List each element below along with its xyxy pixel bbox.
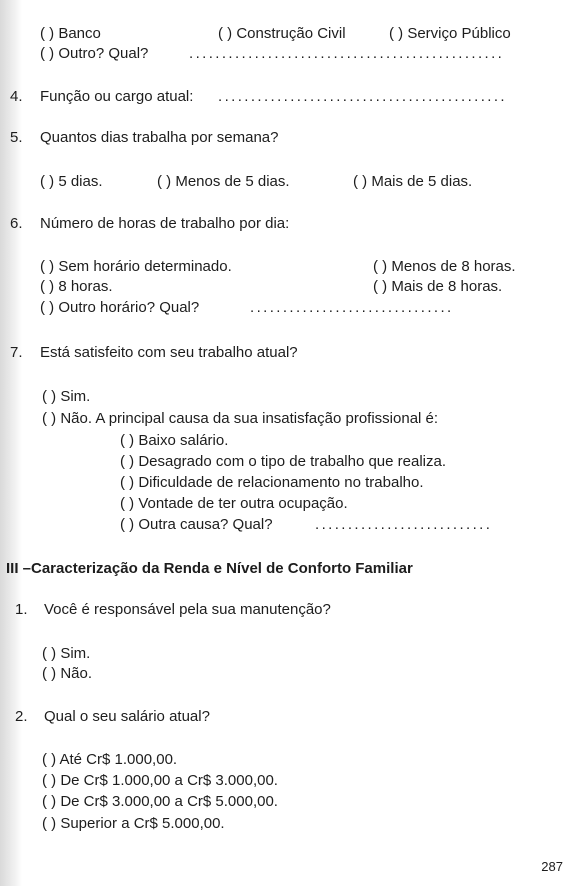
option-mais-5-dias[interactable]: ( ) Mais de 5 dias.: [353, 173, 473, 190]
option-outro-horario[interactable]: ( ) Outro horário? Qual?: [40, 299, 200, 316]
question-text: Função ou cargo atual:: [40, 88, 194, 105]
option-3000-5000[interactable]: ( ) De Cr$ 3.000,00 a Cr$ 5.000,00.: [42, 793, 278, 810]
dotted-line: ...........................: [315, 516, 493, 533]
question-number: 5.: [10, 129, 23, 146]
option-superior-5000[interactable]: ( ) Superior a Cr$ 5.000,00.: [42, 815, 225, 832]
option-outra-causa[interactable]: ( ) Outra causa? Qual?: [120, 516, 273, 533]
question-text: Número de horas de trabalho por dia:: [40, 215, 290, 232]
page-number: 287: [541, 859, 563, 874]
question-number: 6.: [10, 215, 23, 232]
option-ate-1000[interactable]: ( ) Até Cr$ 1.000,00.: [42, 751, 178, 768]
option-desagrado[interactable]: ( ) Desagrado com o tipo de trabalho que realiza.: [120, 453, 447, 470]
option-nao[interactable]: ( ) Não.: [42, 665, 93, 682]
option-5-dias[interactable]: ( ) 5 dias.: [40, 173, 103, 190]
option-menos-5-dias[interactable]: ( ) Menos de 5 dias.: [157, 173, 290, 190]
question-number: 2.: [15, 708, 28, 725]
option-dificuldade[interactable]: ( ) Dificuldade de relacionamento no trabalho.: [120, 474, 424, 491]
dotted-line: ...............................: [250, 299, 454, 316]
option-banco[interactable]: ( ) Banco: [40, 25, 101, 42]
option-1000-3000[interactable]: ( ) De Cr$ 1.000,00 a Cr$ 3.000,00.: [42, 772, 278, 789]
option-vontade[interactable]: ( ) Vontade de ter outra ocupação.: [120, 495, 348, 512]
option-sem-horario[interactable]: ( ) Sem horário determinado.: [40, 258, 232, 275]
option-construcao-civil[interactable]: ( ) Construção Civil: [218, 25, 346, 42]
question-number: 4.: [10, 88, 23, 105]
question-text: Quantos dias trabalha por semana?: [40, 129, 279, 146]
option-8-horas[interactable]: ( ) 8 horas.: [40, 278, 113, 295]
dotted-line: ............................................: [218, 88, 507, 105]
question-text: Qual o seu salário atual?: [44, 708, 210, 725]
option-sim[interactable]: ( ) Sim.: [42, 388, 91, 405]
option-mais-8-horas[interactable]: ( ) Mais de 8 horas.: [373, 278, 503, 295]
option-menos-8-horas[interactable]: ( ) Menos de 8 horas.: [373, 258, 516, 275]
option-nao[interactable]: ( ) Não. A principal causa da sua insatisfação profissional é:: [42, 410, 439, 427]
section-heading: III –Caracterização da Renda e Nível de Conforto Familiar: [6, 560, 413, 577]
option-sim[interactable]: ( ) Sim.: [42, 645, 91, 662]
question-number: 7.: [10, 344, 23, 361]
dotted-line: ................................................: [189, 45, 505, 62]
option-servico-publico[interactable]: ( ) Serviço Público: [389, 25, 511, 42]
option-outro[interactable]: ( ) Outro? Qual?: [40, 45, 149, 62]
question-text: Você é responsável pela sua manutenção?: [44, 601, 331, 618]
option-baixo-salario[interactable]: ( ) Baixo salário.: [120, 432, 229, 449]
question-text: Está satisfeito com seu trabalho atual?: [40, 344, 298, 361]
question-number: 1.: [15, 601, 28, 618]
